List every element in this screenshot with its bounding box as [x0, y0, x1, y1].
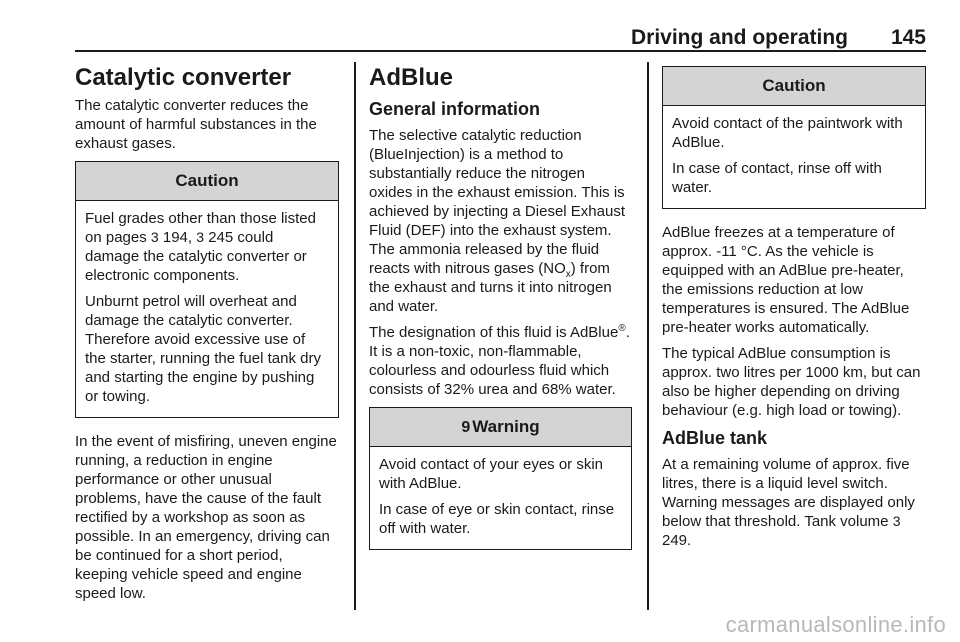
caution-label: Caution — [76, 162, 338, 201]
scr-paragraph: The selective catalytic reduction (BlueInjection) is a method to substantially reduce the nitrogen oxides in the exhaust emission. This is achieved by injecting a Diesel Exhaust Fluid (DEF) into the exhaust system. The ammonia released by the fluid reacts with nitrous gases $(NO_x)$ from the exhaust and turns it into nitrogen and water. — [369, 127, 625, 315]
page-header — [75, 24, 926, 52]
adblue-heading: AdBlue — [369, 64, 453, 91]
caution-box-fuel — [75, 161, 339, 418]
page-ref-arrow-icon: 3 — [150, 229, 159, 245]
page-ref-link[interactable]: 194 — [162, 229, 188, 246]
warning-header — [370, 408, 631, 447]
page-ref-link[interactable]: 249 — [662, 532, 688, 549]
caution-fuel-text: Fuel grades other than those listed on pages 3 194, 3 245 could damage the catalytic converter or electronic components. — [85, 210, 316, 284]
column-divider — [647, 62, 649, 610]
page-number: 145 — [890, 26, 926, 49]
consumption-paragraph: The typical AdBlue consumption is approx. two litres per 1000 km, but can also be higher depending on driving behaviour (e.g. high load or towing). — [662, 345, 921, 419]
adblue-tank-paragraph: At a remaining volume of approx. five litres, there is a liquid level switch. Warning messages are displayed only below that threshold. Tank volume 3 249. — [662, 456, 915, 549]
general-information-heading: General information — [369, 99, 541, 119]
designation-paragraph: The designation of this fluid is AdBlue®. It is a non-toxic, non-flammable, colourless and odourless fluid which consists of 32% urea and 68% water. — [369, 323, 630, 398]
caution-paintwork-text: Avoid contact of the paintwork with AdBlue. — [672, 115, 903, 151]
caution-rinse-text: In case of contact, rinse off with water. — [672, 160, 882, 196]
watermark-text: carmanualsonline.info — [725, 612, 946, 637]
warning-label: Warning — [472, 417, 540, 436]
page-ref-arrow-icon: 3 — [196, 229, 205, 245]
adblue-tank-heading: AdBlue tank — [662, 428, 768, 448]
freezing-paragraph: AdBlue freezes at a temperature of approx. -11 °C. As the vehicle is equipped with an AdBlue pre-heater, the emissions reduction at low temperatures is ensured. The AdBlue pre-heater works automatically. — [662, 224, 910, 336]
caution-box-paintwork — [662, 66, 926, 209]
column-divider — [354, 62, 356, 610]
section-title: Driving and operating — [630, 26, 848, 49]
caution-label: Caution — [663, 67, 925, 106]
catalytic-converter-intro: The catalytic converter reduces the amount of harmful substances in the exhaust gases. — [75, 97, 317, 152]
warning-text-1: Avoid contact of your eyes or skin with AdBlue. — [379, 456, 604, 492]
column-adblue — [369, 62, 632, 564]
warning-triangle-icon: 9 — [461, 419, 471, 436]
page-ref-link[interactable]: 245 — [208, 229, 234, 246]
column-adblue-continued — [662, 62, 926, 557]
warning-text-2: In case of eye or skin contact, rinse off with water. — [379, 501, 615, 537]
misfire-paragraph: In the event of misfiring, uneven engine running, a reduction in engine performance or other unusual problems, have the cause of the fault rectified by a workshop as soon as possible. In an emergency, driving can be continued for a short period, keeping vehicle speed and engine speed low. — [75, 433, 337, 602]
page-ref-arrow-icon: 3 — [892, 513, 901, 529]
warning-box — [369, 407, 632, 550]
column-catalytic-converter — [75, 62, 339, 610]
catalytic-converter-heading: Catalytic converter — [75, 64, 292, 91]
caution-unburnt-text: Unburnt petrol will overheat and damage the catalytic converter. Therefore avoid excessive use of the starter, running the fuel tank dry and starting the engine by pushing or towing. — [85, 293, 321, 405]
